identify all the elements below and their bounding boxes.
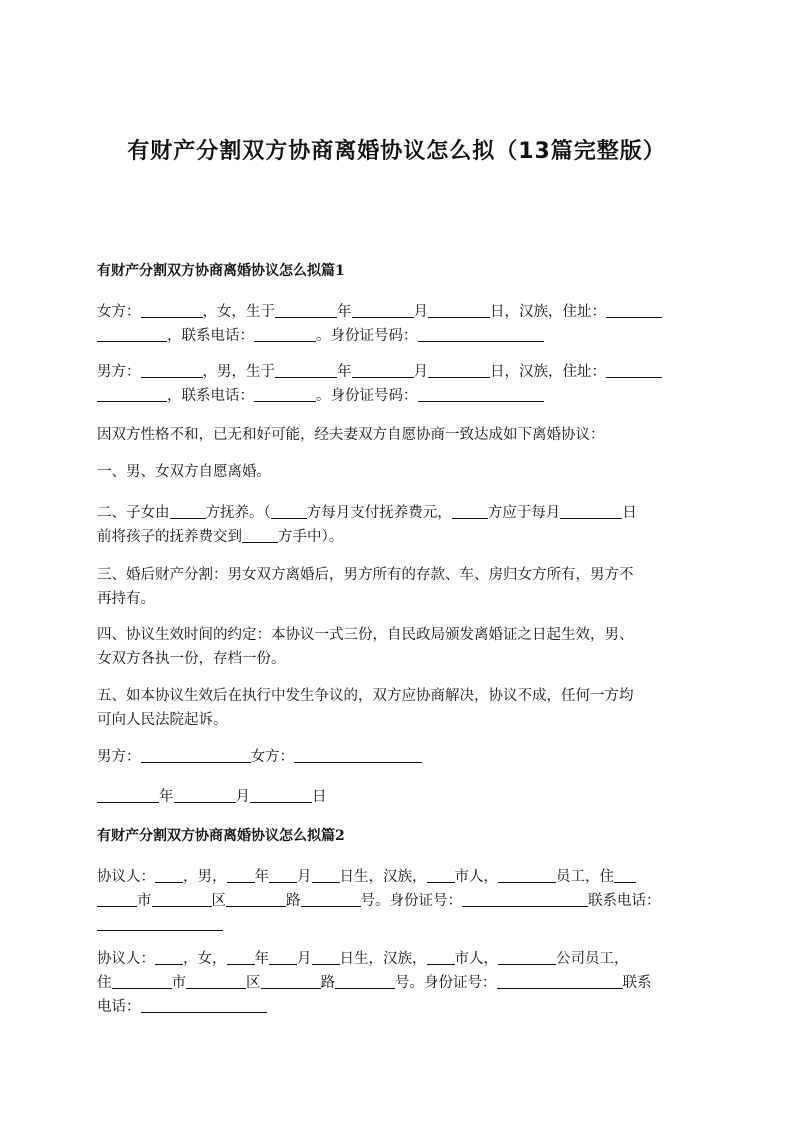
blank-line bbox=[97, 386, 167, 402]
blank-line bbox=[152, 891, 212, 907]
text: 年 bbox=[159, 789, 174, 805]
text: 月 bbox=[235, 789, 250, 805]
section-2-heading: 有财产分割双方协商离婚协议怎么拟篇2 bbox=[97, 828, 345, 844]
blank-line bbox=[141, 362, 203, 378]
text: 方每月支付抚养费元， bbox=[306, 505, 452, 521]
text: 再持有。 bbox=[97, 591, 155, 607]
blank-line bbox=[269, 949, 297, 965]
blank-line bbox=[418, 326, 544, 342]
blank-line bbox=[186, 973, 246, 989]
text: 男方： bbox=[97, 749, 141, 765]
blank-line bbox=[335, 973, 395, 989]
blank-line bbox=[560, 503, 622, 519]
text: 市人， bbox=[454, 869, 498, 885]
blank-line bbox=[254, 386, 316, 402]
text: 号。身份证号： bbox=[395, 975, 497, 991]
text: 三、婚后财产分割：男女双方离婚后，男方所有的存款、车、房归女方所有，男方不 bbox=[97, 567, 634, 583]
text: 日，汉族，住址： bbox=[490, 304, 606, 320]
text: 月 bbox=[297, 869, 312, 885]
text: 年 bbox=[254, 951, 269, 967]
text: 方抚养。（ bbox=[205, 505, 271, 521]
section-2-party-1 bbox=[97, 865, 697, 937]
blank-line bbox=[606, 362, 662, 378]
section-1-wife-info bbox=[97, 300, 697, 348]
blank-line bbox=[418, 386, 544, 402]
date-line bbox=[97, 785, 697, 809]
blank-line bbox=[452, 503, 488, 519]
blank-line bbox=[141, 997, 267, 1013]
clause-5 bbox=[97, 684, 697, 732]
text: 因双方性格不和，已无和好可能，经夫妻双方自愿协商一致达成如下离婚协议： bbox=[97, 427, 605, 443]
blank-line bbox=[155, 949, 183, 965]
blank-line bbox=[462, 891, 588, 907]
blank-line bbox=[97, 915, 223, 931]
text: 电话： bbox=[97, 999, 141, 1015]
blank-line bbox=[271, 503, 307, 519]
text: 一、男、女双方自愿离婚。 bbox=[97, 464, 271, 480]
text: 路 bbox=[286, 893, 301, 909]
text: 男方： bbox=[97, 364, 141, 380]
text: 日 bbox=[312, 789, 327, 805]
text: 五、如本协议生效后在执行中发生争议的，双方应协商解决，协议不成，任何一方均 bbox=[97, 688, 634, 704]
text: 二、子女由 bbox=[97, 505, 170, 521]
clause-3 bbox=[97, 563, 697, 611]
section-1-husband-info bbox=[97, 360, 697, 408]
text: 区 bbox=[211, 893, 226, 909]
text: 日 bbox=[622, 505, 637, 521]
text: 市 bbox=[137, 893, 152, 909]
text: 员工，住 bbox=[556, 869, 614, 885]
blank-line bbox=[254, 326, 316, 342]
blank-line bbox=[174, 787, 236, 803]
text: 联系 bbox=[622, 975, 652, 991]
blank-line bbox=[352, 302, 414, 318]
clause-2 bbox=[97, 501, 697, 549]
blank-line bbox=[97, 787, 159, 803]
text: 号。身份证号： bbox=[360, 893, 462, 909]
text: 月 bbox=[413, 304, 428, 320]
blank-line bbox=[227, 867, 255, 883]
blank-line bbox=[261, 973, 321, 989]
blank-line bbox=[497, 973, 623, 989]
blank-line bbox=[97, 326, 167, 342]
text: 协议人： bbox=[97, 869, 155, 885]
blank-line bbox=[269, 867, 297, 883]
blank-line bbox=[427, 949, 455, 965]
text: 住 bbox=[97, 975, 112, 991]
text: 前将孩子的抚养费交到 bbox=[97, 529, 242, 545]
text: 女双方各执一份，存档一份。 bbox=[97, 651, 286, 667]
text: 日，汉族，住址： bbox=[490, 364, 606, 380]
blank-line bbox=[614, 867, 636, 883]
blank-line bbox=[606, 302, 662, 318]
text: ，联系电话： bbox=[167, 388, 254, 404]
text: 方应于每月 bbox=[487, 505, 561, 521]
text: 年 bbox=[337, 304, 352, 320]
blank-line bbox=[250, 787, 312, 803]
text: ，女， bbox=[183, 951, 227, 967]
text: 月 bbox=[297, 951, 312, 967]
text: 四、协议生效时间的约定：本协议一式三份，自民政局颁发离婚证之日起生效，男、 bbox=[97, 627, 634, 643]
text: ，男， bbox=[183, 869, 227, 885]
blank-line bbox=[226, 891, 286, 907]
section-1-intro bbox=[97, 423, 697, 447]
blank-line bbox=[275, 362, 337, 378]
text: 。身份证号码： bbox=[316, 328, 418, 344]
section-1-heading: 有财产分割双方协商离婚协议怎么拟篇1 bbox=[97, 263, 345, 279]
blank-line bbox=[141, 302, 203, 318]
text: ，女，生于 bbox=[202, 304, 275, 320]
text: 女方： bbox=[250, 749, 294, 765]
text: 联系电话： bbox=[588, 893, 661, 909]
blank-line bbox=[155, 867, 183, 883]
blank-line bbox=[301, 891, 361, 907]
blank-line bbox=[498, 867, 556, 883]
text: 。身份证号码： bbox=[316, 388, 418, 404]
text: 市人， bbox=[454, 951, 498, 967]
blank-line bbox=[112, 973, 172, 989]
text: 路 bbox=[320, 975, 335, 991]
text: 年 bbox=[254, 869, 269, 885]
text: 市 bbox=[171, 975, 186, 991]
text: 可向人民法院起诉。 bbox=[97, 712, 228, 728]
text: 女方： bbox=[97, 304, 141, 320]
blank-line bbox=[312, 949, 340, 965]
text: 年 bbox=[337, 364, 352, 380]
signature-line bbox=[97, 745, 697, 769]
blank-line bbox=[428, 362, 490, 378]
blank-line bbox=[352, 362, 414, 378]
text: 公司员工， bbox=[556, 951, 629, 967]
text: 日生，汉族， bbox=[339, 951, 427, 967]
text: 月 bbox=[413, 364, 428, 380]
clause-4 bbox=[97, 623, 697, 671]
blank-line bbox=[428, 302, 490, 318]
section-2-party-2 bbox=[97, 947, 697, 1019]
blank-line bbox=[227, 949, 255, 965]
clause-1 bbox=[97, 460, 697, 484]
text: ，联系电话： bbox=[167, 328, 254, 344]
text: 日生，汉族， bbox=[339, 869, 427, 885]
blank-line bbox=[97, 891, 137, 907]
document-title: 有财产分割双方协商离婚协议怎么拟（13篇完整版） bbox=[127, 139, 666, 164]
text: ，男，生于 bbox=[202, 364, 275, 380]
blank-line bbox=[242, 527, 278, 543]
blank-line bbox=[170, 503, 206, 519]
blank-line bbox=[141, 747, 251, 763]
text: 协议人： bbox=[97, 951, 155, 967]
blank-line bbox=[275, 302, 337, 318]
blank-line bbox=[312, 867, 340, 883]
blank-line bbox=[294, 747, 422, 763]
text: 区 bbox=[246, 975, 261, 991]
blank-line bbox=[427, 867, 455, 883]
text: 方手中）。 bbox=[278, 529, 344, 545]
blank-line bbox=[498, 949, 556, 965]
